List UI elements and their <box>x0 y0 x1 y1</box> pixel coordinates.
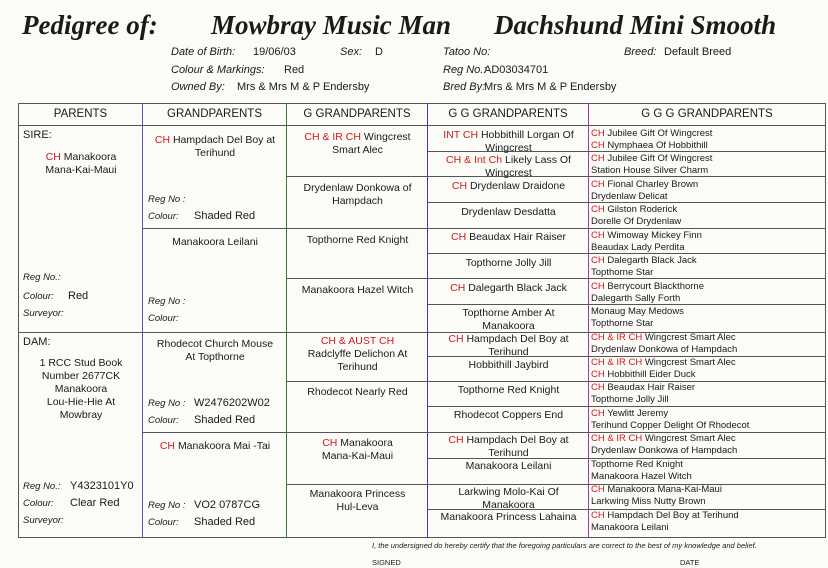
gg-grandparent-name: Rhodecot Coppers End <box>453 409 564 421</box>
gp-colour-value: Shaded Red <box>194 210 256 222</box>
gp-reg-label: Reg No : <box>148 500 186 511</box>
certification-text: I, the undersigned do hereby certify that the foregoing particulars are correct to the best of my knowledge and belief. <box>372 541 757 550</box>
dob-label: Date of Birth: <box>171 46 236 58</box>
sex-label: Sex: <box>340 46 363 58</box>
header-ggg-grandparents: G G G GRANDPARENTS <box>641 108 773 120</box>
ggg-grandparent-pair: CH Wimoway Mickey Finn Beaudax Lady Perdita <box>591 230 702 253</box>
date-label: DATE <box>680 558 700 567</box>
grandparent-name: Rhodecot Church Mouse At Topthorne <box>156 338 274 363</box>
sex-value: D <box>375 46 383 58</box>
ggg-grandparent-pair: Monaug May Medows Topthorne Star <box>591 306 684 329</box>
tatoo-label: Tatoo No: <box>443 46 491 58</box>
breed-title: Dachshund Mini Smooth <box>494 10 777 40</box>
grandparent-name: Manakoora Leilani <box>172 236 258 248</box>
g-grandparent-name: Topthorne Red Knight <box>306 234 409 246</box>
dam-surveyor-label: Surveyor: <box>23 515 64 526</box>
ggg-grandparent-pair: Topthorne Red Knight Manakoora Hazel Witch <box>591 459 692 482</box>
dob-value: 19/06/03 <box>253 46 296 58</box>
header-g-grandparents: G GRANDPARENTS <box>303 108 411 120</box>
gg-grandparent-name: CH Hampdach Del Boy at Terihund <box>448 333 569 358</box>
g-grandparent-name: CH & IR CH Wingcrest Smart Alec <box>304 131 411 156</box>
owned-value: Mrs & Mrs M & P Endersby <box>237 81 370 93</box>
gg-grandparent-name: CH & Int Ch Likely Lass Of Wingcrest <box>446 154 571 179</box>
gp-reg-label: Reg No : <box>148 296 186 307</box>
gp-colour-value: Shaded Red <box>194 414 256 426</box>
gg-grandparent-name: CH Hampdach Del Boy at Terihund <box>448 434 569 459</box>
grandparent-name: CH Hampdach Del Boy at Terihund <box>154 134 276 159</box>
gp-reg-label: Reg No : <box>148 194 186 205</box>
header-gg-grandparents: G G GRANDPARENTS <box>448 108 568 120</box>
gg-grandparent-name: Larkwing Molo-Kai Of Manakoora <box>458 486 559 511</box>
gg-grandparent-name: CH Drydenlaw Draidone <box>451 180 566 192</box>
dam-name: 1 RCC Stud Book Number 2677CK Manakoora Lou-Hie-Hie At Mowbray <box>39 357 123 421</box>
header-grandparents: GRANDPARENTS <box>167 108 262 120</box>
title-prefix: CH <box>45 151 61 163</box>
sire-colour-value: Red <box>68 290 89 302</box>
breed-label: Breed: <box>624 46 657 58</box>
signed-label: SIGNED <box>372 558 401 567</box>
gg-grandparent-name: Topthorne Amber At Manakoora <box>462 307 555 332</box>
ggg-grandparent-pair: CH Gilston Roderick Dorelle Of Drydenlaw <box>591 204 682 227</box>
bred-value: Mrs & Mrs M & P Endersby <box>484 81 617 93</box>
grandparent-name: CH Manakoora Mai -Tai <box>159 440 271 452</box>
gg-grandparent-name: INT CH Hobbithill Lorgan Of Wingcrest <box>443 129 574 154</box>
gp-reg-value: VO2 0787CG <box>194 499 261 511</box>
dam-colour-label: Colour: <box>23 498 54 509</box>
ggg-grandparent-pair: CH & IR CH Wingcrest Smart Alec Drydenlaw Donkowa of Hampdach <box>591 433 738 456</box>
gp-colour-value: Shaded Red <box>194 516 256 528</box>
g-grandparent-name: CH Manakoora Mana-Kai-Maui <box>321 437 394 462</box>
gg-grandparent-name: CH Dalegarth Black Jack <box>450 282 567 294</box>
gg-grandparent-name: CH Beaudax Hair Raiser <box>451 231 566 243</box>
ggg-grandparent-pair: CH Berrycourt Blackthorne Dalegarth Sally Forth <box>591 281 704 304</box>
dam-reg-value: Y4323101Y0 <box>70 480 134 492</box>
header-parents: PARENTS <box>53 108 108 120</box>
breed-value: Default Breed <box>664 46 732 58</box>
bred-label: Bred By: <box>443 81 486 93</box>
gp-colour-label: Colour: <box>148 517 179 528</box>
ggg-grandparent-pair: CH Beaudax Hair Raiser Topthorne Jolly Jill <box>591 382 696 405</box>
reg-value: AD03034701 <box>484 64 549 76</box>
gg-grandparent-name: Topthorne Jolly Jill <box>465 257 552 269</box>
g-grandparent-name: Drydenlaw Donkowa of Hampdach <box>303 182 412 207</box>
gg-grandparent-name: Topthorne Red Knight <box>457 384 560 396</box>
reg-label: Reg No.: <box>443 64 487 76</box>
ggg-grandparent-pair: CH Yewlitt Jeremy Terihund Copper Delight Of Rhodecot <box>591 408 750 431</box>
ggg-grandparent-pair: CH Manakoora Mana-Kai-Maui Larkwing Miss Nutty Brown <box>591 484 722 507</box>
dog-name: Mowbray Music Man <box>211 10 452 40</box>
g-grandparent-name: Manakoora Hazel Witch <box>301 284 414 296</box>
sire-colour-label: Colour: <box>23 291 54 302</box>
g-grandparent-name: Manakoora Princess Hul-Leva <box>309 488 406 513</box>
owned-label: Owned By: <box>171 81 225 93</box>
gp-colour-label: Colour: <box>148 211 179 222</box>
gp-colour-label: Colour: <box>148 415 179 426</box>
gp-colour-label: Colour: <box>148 313 179 324</box>
title-prefix: Pedigree of: <box>22 10 158 40</box>
ggg-grandparent-pair: CH Hampdach Del Boy at Terihund Manakoora Leilani <box>591 510 739 533</box>
g-grandparent-name: CH & AUST CH Radclyffe Delichon At Terihund <box>307 335 408 373</box>
ggg-grandparent-pair: CH Fional Charley Brown Drydenlaw Delicat <box>591 179 699 202</box>
dam-colour-value: Clear Red <box>70 497 120 509</box>
ggg-grandparent-pair: CH Jubilee Gift Of Wingcrest CH Nymphaea Of Hobbithill <box>591 128 713 151</box>
sire-reg-label: Reg No.: <box>23 272 61 283</box>
gg-grandparent-name: Hobbithill Jaybird <box>468 359 549 371</box>
gp-reg-label: Reg No : <box>148 398 186 409</box>
gp-reg-value: W2476202W02 <box>194 397 270 409</box>
ggg-grandparent-pair: CH Jubilee Gift Of Wingcrest Station House Silver Charm <box>591 153 713 176</box>
ggg-grandparent-pair: CH Dalegarth Black Jack Topthorne Star <box>591 255 697 278</box>
sire-label: SIRE: <box>23 129 52 141</box>
colour-label: Colour & Markings: <box>171 64 265 76</box>
sire-name: CH Manakoora Mana-Kai-Maui <box>45 151 117 176</box>
colour-value: Red <box>284 64 305 76</box>
g-grandparent-name: Rhodecot Nearly Red <box>307 386 408 398</box>
dam-label: DAM: <box>23 336 51 348</box>
gg-grandparent-name: Manakoora Princess Lahaina <box>440 511 577 523</box>
dam-reg-label: Reg No.: <box>23 481 61 492</box>
gg-grandparent-name: Drydenlaw Desdatta <box>461 206 556 218</box>
ggg-grandparent-pair: CH & IR CH Wingcrest Smart Alec CH Hobbithill Eider Duck <box>591 357 736 380</box>
ggg-grandparent-pair: CH & IR CH Wingcrest Smart Alec Drydenlaw Donkowa of Hampdach <box>591 332 738 355</box>
gg-grandparent-name: Manakoora Leilani <box>465 460 552 472</box>
sire-surveyor-label: Surveyor: <box>23 308 64 319</box>
